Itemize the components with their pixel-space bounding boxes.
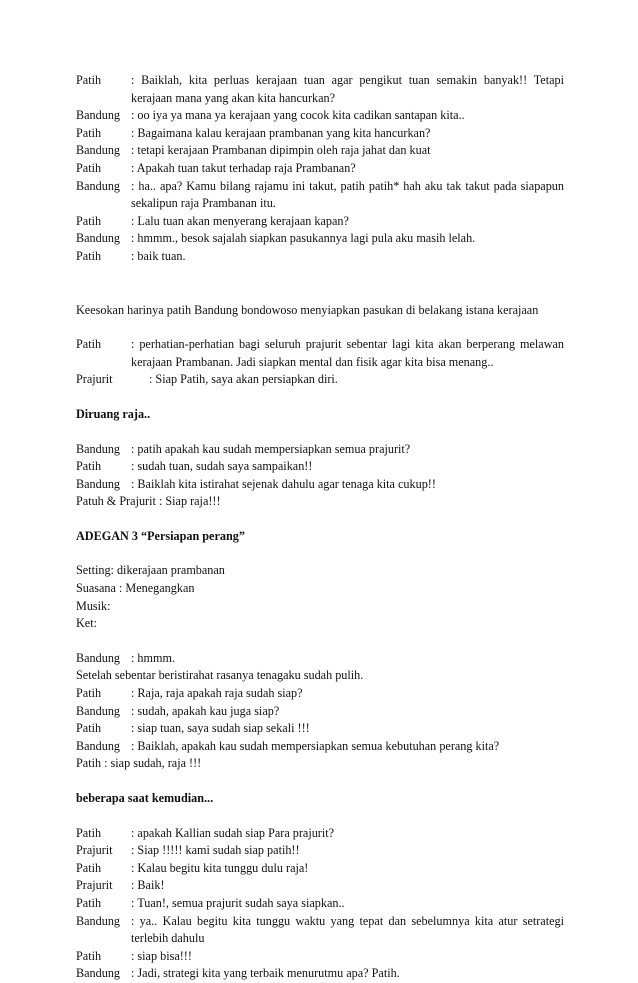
- dialogue-text: : Apakah tuan takut terhadap raja Prambanan?: [131, 160, 356, 175]
- dialogue-block-5: [76, 825, 564, 983]
- dialogue-line: [76, 125, 564, 143]
- dialogue-line: [76, 948, 564, 966]
- speaker: Patih: [76, 248, 102, 263]
- speaker: Patih: [76, 895, 102, 910]
- dialogue-line: [76, 107, 564, 125]
- dialogue-line: [76, 160, 564, 178]
- dialogue-line: Patuh & Prajurit : Siap raja!!!: [76, 494, 221, 509]
- speaker: Patih: [76, 213, 102, 228]
- dialogue-line: [76, 685, 564, 703]
- speaker: Patih: [76, 825, 102, 840]
- speaker: Bandung: [76, 703, 121, 718]
- dialogue-text: : Tuan!, semua prajurit sudah saya siapkan..: [131, 895, 345, 910]
- dialogue-line: [76, 842, 564, 860]
- speaker: Prajurit: [76, 843, 113, 858]
- dialogue-text: : hmmm.: [131, 650, 176, 665]
- dialogue-line: [76, 178, 564, 213]
- dialogue-line: [76, 703, 564, 721]
- speaker: Bandung: [76, 441, 121, 456]
- dialogue-text: : hmmm., besok sajalah siapkan pasukannya lagi pula aku masih lelah.: [131, 231, 476, 246]
- spacer: [76, 808, 564, 825]
- dialogue-line: [76, 248, 564, 266]
- dialogue-line: [76, 913, 564, 948]
- speaker: Prajurit: [76, 878, 113, 893]
- dialogue-block-1: [76, 72, 564, 266]
- speaker: Bandung: [76, 913, 121, 928]
- speaker: Bandung: [76, 476, 121, 491]
- speaker: Patih: [76, 721, 102, 736]
- speaker: Patih: [76, 860, 102, 875]
- dialogue-text: : Baiklah kita istirahat sejenak dahulu agar tenaga kita cukup!!: [131, 476, 436, 491]
- speaker: Prajurit: [76, 372, 113, 387]
- speaker: Bandung: [76, 108, 121, 123]
- narration: Setelah sebentar beristirahat rasanya tenagaku sudah pulih.: [76, 668, 364, 683]
- script-content: [76, 72, 564, 983]
- dialogue-line: [76, 230, 564, 248]
- speaker: Patih: [76, 73, 102, 87]
- dialogue-line: [76, 476, 564, 494]
- speaker: Patih: [76, 125, 102, 140]
- dialogue-line: [76, 650, 564, 668]
- spacer: [76, 773, 564, 790]
- dialogue-text: : Baiklah, kita perluas kerajaan tuan agar pengikut tuan semakin banyak!! Tetapi kerajaan mana yang akan kita hancurkan?: [131, 73, 564, 105]
- dialogue-line: [76, 965, 564, 983]
- speaker: Bandung: [76, 650, 121, 665]
- speaker: Bandung: [76, 178, 121, 193]
- dialogue-text: : perhatian-perhatian bagi seluruh prajurit sebentar lagi kita akan berperang melawan kerajaan Prambanan. Jadi siapkan mental dan fisik agar kita bisa menang..: [131, 337, 564, 369]
- scene-heading: beberapa saat kemudian...: [76, 791, 214, 805]
- speaker: Bandung: [76, 231, 121, 246]
- dialogue-text: : Lalu tuan akan menyerang kerajaan kapan?: [131, 213, 349, 228]
- setting-line: Suasana : Menegangkan: [76, 581, 195, 596]
- dialogue-text: : Jadi, strategi kita yang terbaik menurutmu apa? Patih.: [131, 966, 400, 981]
- dialogue-block-2: [76, 336, 564, 389]
- dialogue-line: [76, 738, 564, 756]
- dialogue-text: : siap bisa!!!: [131, 948, 192, 963]
- speaker: Bandung: [76, 966, 121, 981]
- spacer: [76, 511, 564, 528]
- dialogue-text: : Kalau begitu kita tunggu dulu raja!: [131, 860, 309, 875]
- speaker: Bandung: [76, 143, 121, 158]
- dialogue-text: : Baiklah, apakah kau sudah mempersiapkan semua kebutuhan perang kita?: [131, 738, 500, 753]
- spacer: [76, 389, 564, 406]
- dialogue-line: Patih : siap sudah, raja !!!: [76, 756, 202, 771]
- dialogue-line: [76, 720, 564, 738]
- dialogue-block-3: [76, 441, 564, 511]
- setting-line: Setting: dikerajaan prambanan: [76, 563, 225, 578]
- dialogue-text: : siap tuan, saya sudah siap sekali !!!: [131, 721, 310, 736]
- speaker: Patih: [76, 337, 102, 352]
- dialogue-line: [76, 213, 564, 231]
- dialogue-text: : Baik!: [131, 878, 165, 893]
- scene-setting: [76, 562, 564, 632]
- scene-heading: ADEGAN 3 “Persiapan perang”: [76, 528, 245, 543]
- dialogue-line: [76, 825, 564, 843]
- dialogue-line: [76, 458, 564, 476]
- scene-heading: Diruang raja..: [76, 406, 151, 421]
- dialogue-line: [76, 877, 564, 895]
- setting-line: Ket:: [76, 616, 97, 631]
- dialogue-text: : oo iya ya mana ya kerajaan yang cocok kita cadikan santapan kita..: [131, 108, 465, 123]
- dialogue-text: : ya.. Kalau begitu kita tunggu waktu yang tepat dan sebelumnya kita atur setrategi terlebih dahulu: [131, 913, 564, 946]
- dialogue-text: : Siap Patih, saya akan persiapkan diri.: [149, 372, 338, 387]
- dialogue-text: : Bagaimana kalau kerajaan prambanan yang kita hancurkan?: [131, 125, 431, 140]
- dialogue-text: : patih apakah kau sudah mempersiapkan semua prajurit?: [131, 441, 411, 456]
- spacer: [76, 285, 564, 302]
- dialogue-text: : sudah, apakah kau juga siap?: [131, 703, 280, 718]
- speaker: Bandung: [76, 738, 121, 753]
- dialogue-text: : apakah Kallian sudah siap Para prajurit?: [131, 825, 335, 840]
- dialogue-text: : tetapi kerajaan Prambanan dipimpin oleh raja jahat dan kuat: [131, 143, 431, 158]
- speaker: Patih: [76, 459, 102, 474]
- dialogue-text: : ha.. apa? Kamu bilang rajamu ini takut, patih patih* hah aku tak takut pada siapapun sekalipun raja Prambanan itu.: [131, 178, 564, 211]
- setting-line: Musik:: [76, 598, 111, 613]
- spacer: [76, 319, 564, 336]
- dialogue-text: : sudah tuan, sudah saya sampaikan!!: [131, 459, 313, 474]
- dialogue-line: [76, 142, 564, 160]
- spacer: [76, 424, 564, 441]
- narration: Keesokan harinya patih Bandung bondowoso menyiapkan pasukan di belakang istana kerajaan: [76, 302, 539, 317]
- speaker: Patih: [76, 948, 102, 963]
- dialogue-text: : baik tuan.: [131, 248, 186, 263]
- dialogue-line: [76, 441, 564, 459]
- spacer: [76, 633, 564, 650]
- dialogue-line: [76, 860, 564, 878]
- spacer: [76, 545, 564, 562]
- dialogue-text: : Siap !!!!! kami sudah siap patih!!: [131, 843, 300, 858]
- dialogue-line: [76, 895, 564, 913]
- dialogue-line: [76, 72, 564, 107]
- dialogue-text: : Raja, raja apakah raja sudah siap?: [131, 686, 303, 701]
- dialogue-block-4: [76, 650, 564, 773]
- dialogue-line: [76, 336, 564, 371]
- dialogue-line: [76, 371, 564, 389]
- spacer: [76, 266, 564, 285]
- speaker: Patih: [76, 686, 102, 701]
- speaker: Patih: [76, 160, 102, 175]
